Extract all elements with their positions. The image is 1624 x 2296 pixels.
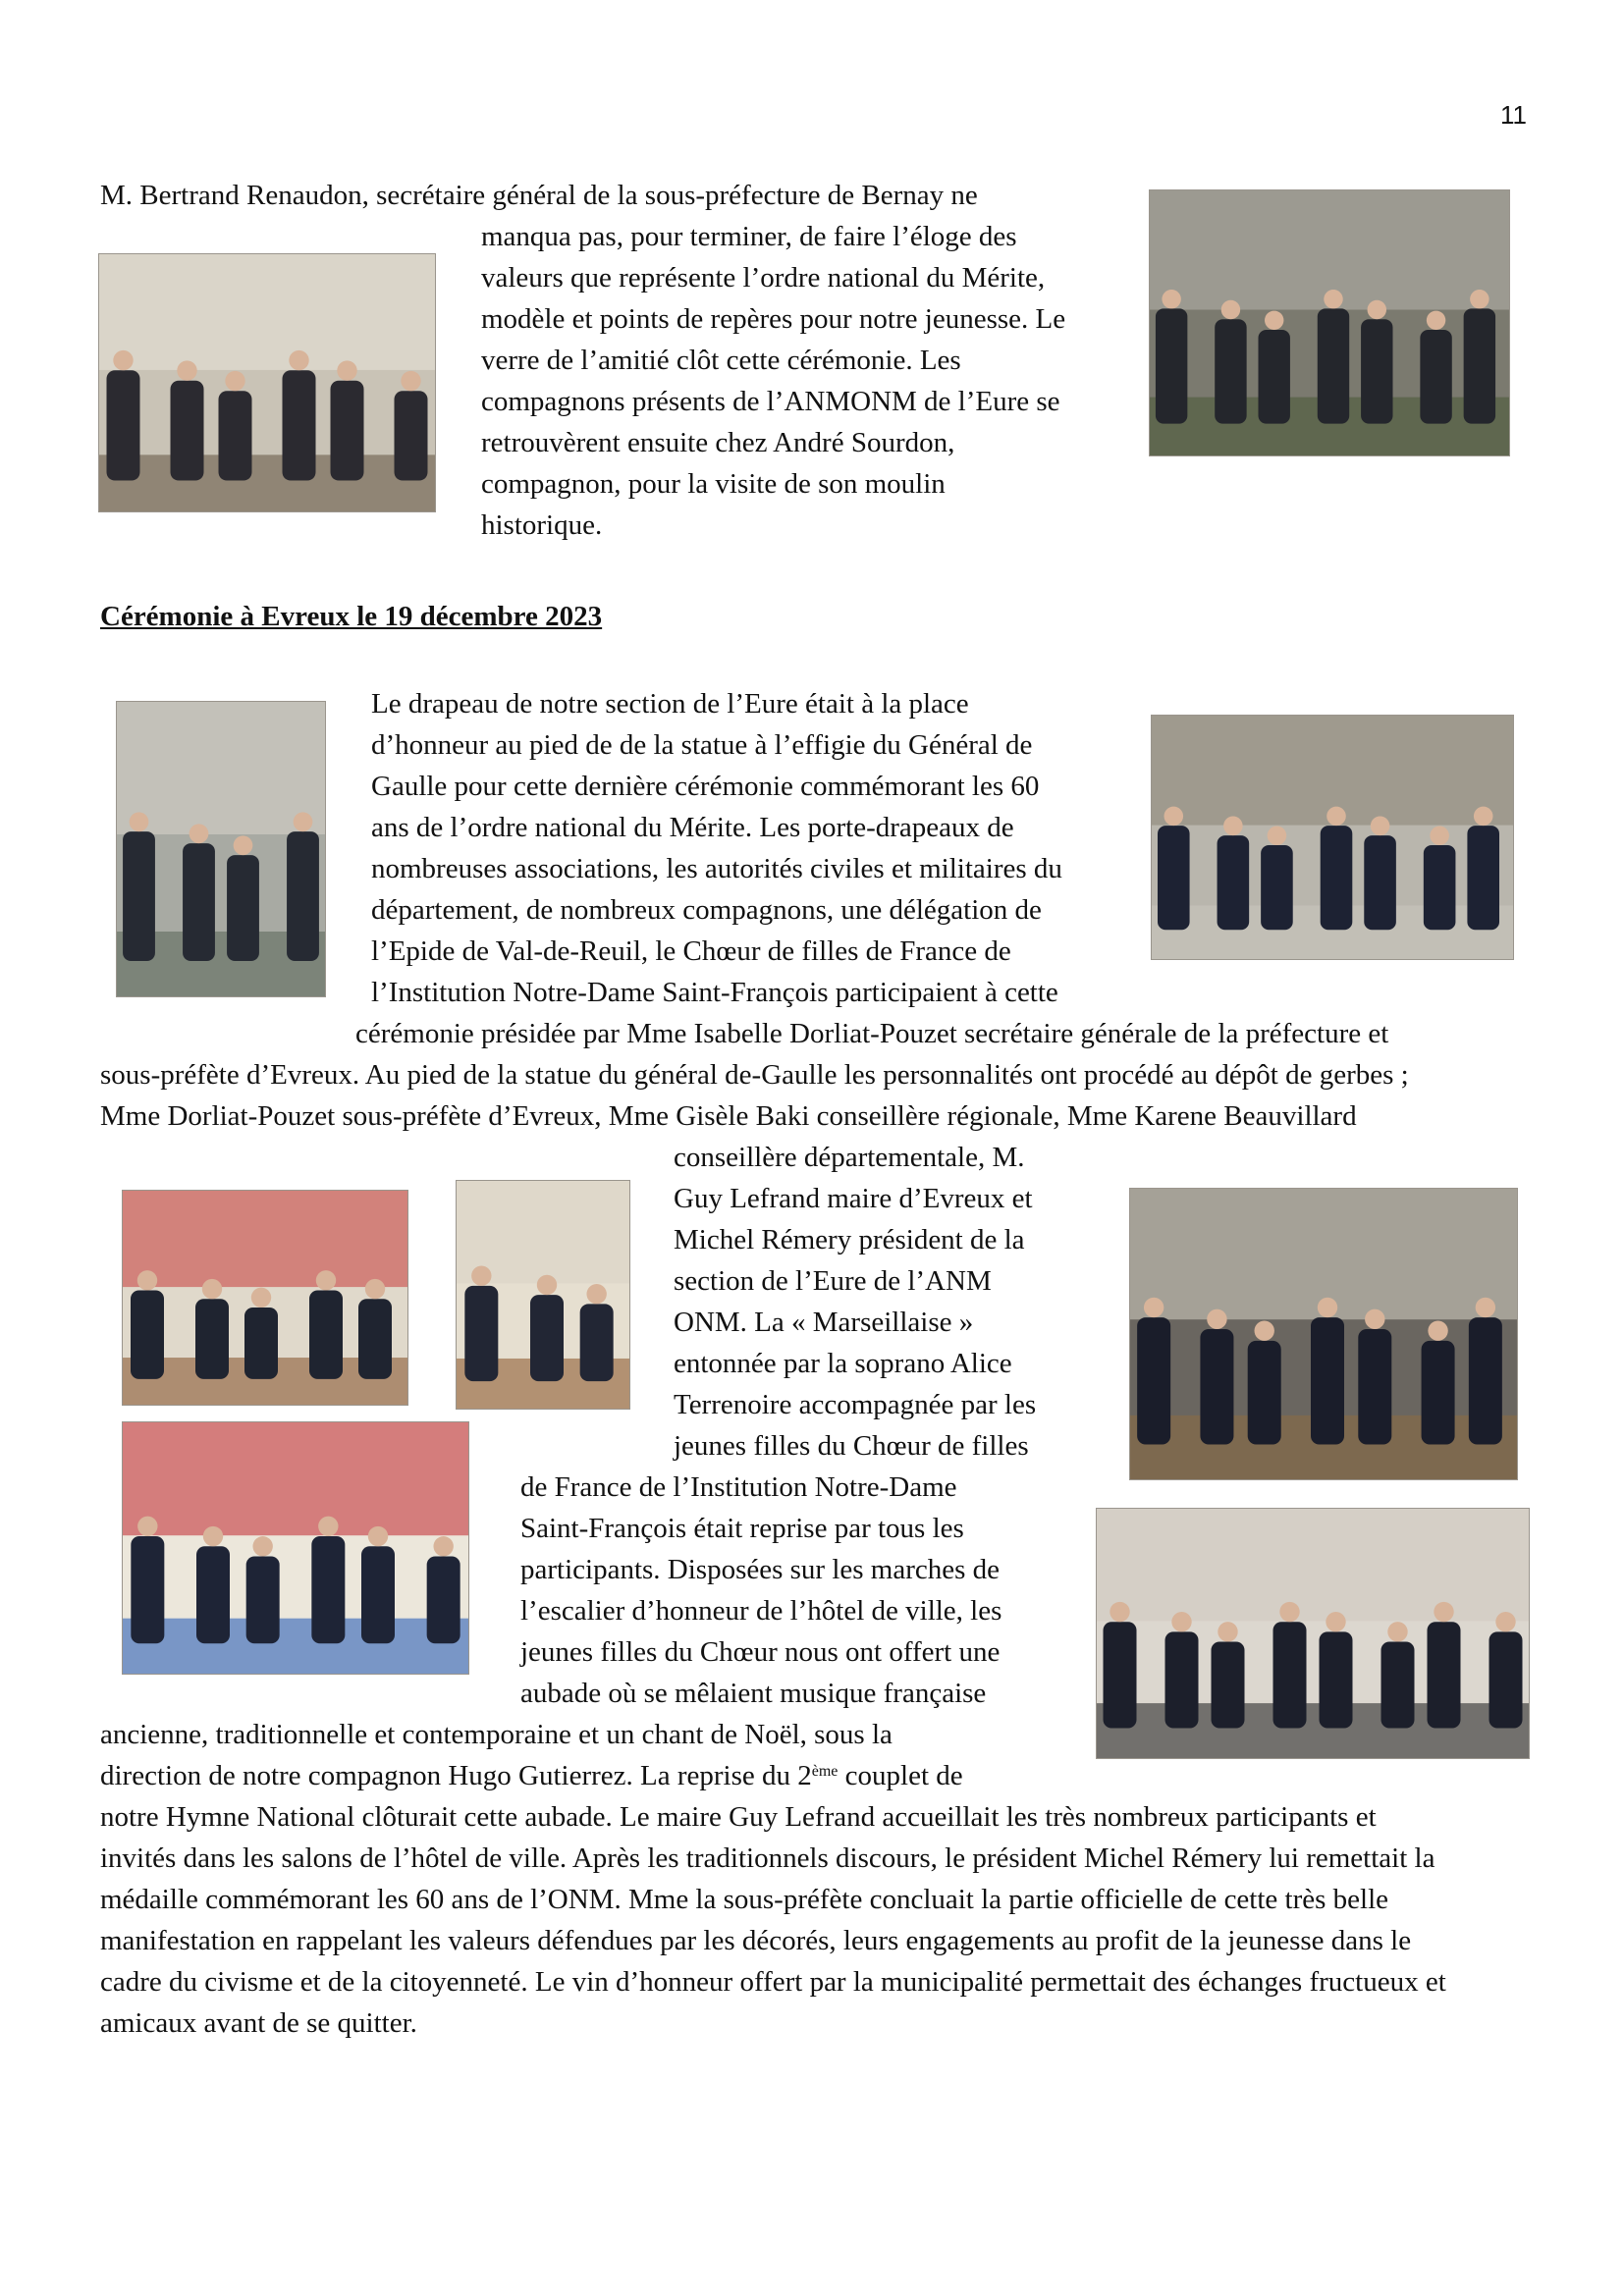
page-number: 11 (1500, 100, 1527, 130)
text-line: Mme Dorliat-Pouzet sous-préfète d’Evreux, Mme Gisèle Baki conseillère régionale, Mme Karene Beauvillard (100, 1100, 1357, 1132)
text-line: verre de l’amitié clôt cette cérémonie. Les (481, 345, 961, 376)
text-line: Le drapeau de notre section de l’Eure était à la place (371, 688, 969, 720)
text-line: Saint-François était reprise par tous les (520, 1513, 964, 1544)
photo-moulin-group (1149, 189, 1510, 456)
text-line: l’escalier d’honneur de l’hôtel de ville, les (520, 1595, 1002, 1627)
section-heading: Cérémonie à Evreux le 19 décembre 2023 (100, 601, 603, 632)
text-line: cadre du civisme et de la citoyenneté. Le vin d’honneur offert par la municipalité permettait des échanges fructueux et (100, 1966, 1446, 1998)
text-line: sous-préfète d’Evreux. Au pied de la statue du général de-Gaulle les personnalités ont procédé au dépôt de gerbes ; (100, 1059, 1409, 1091)
text-segment: couplet de (838, 1760, 963, 1791)
photo-choir-hall (1096, 1508, 1530, 1759)
text-line: Terrenoire accompagnée par les (674, 1389, 1037, 1420)
photo-bernay-speech (98, 253, 436, 512)
text-line: Michel Rémery président de la (674, 1224, 1025, 1255)
photo-flags-square (1151, 715, 1514, 960)
text-line: cérémonie présidée par Mme Isabelle Dorliat-Pouzet secrétaire générale de la préfecture et (355, 1018, 1389, 1049)
superscript: ème (811, 1763, 839, 1780)
text-segment: direction de notre compagnon Hugo Gutierrez. La reprise du 2 (100, 1760, 812, 1791)
photo-president-lectern (456, 1180, 630, 1410)
photo-flag-medal-image (123, 1422, 468, 1674)
text-line: d’honneur au pied de de la statue à l’effigie du Général de (371, 729, 1033, 761)
text-line: historique. (481, 509, 603, 541)
text-line-with-superscript (100, 1755, 963, 1796)
text-line: entonnée par la soprano Alice (674, 1348, 1012, 1379)
text-line: valeurs que représente l’ordre national du Mérite, (481, 262, 1046, 294)
text-line: jeunes filles du Chœur de filles (674, 1430, 1029, 1462)
text-line: département, de nombreux compagnons, une délégation de (371, 894, 1042, 926)
photo-moulin-group-image (1150, 190, 1509, 455)
text-line: manifestation en rappelant les valeurs défendues par les décorés, leurs engagements au profit de la jeunesse dans le (100, 1925, 1412, 1956)
text-line: compagnon, pour la visite de son moulin (481, 468, 946, 500)
text-line: amicaux avant de se quitter. (100, 2007, 417, 2039)
text-line: retrouvèrent ensuite chez André Sourdon, (481, 427, 955, 458)
text-line: notre Hymne National clôturait cette aubade. Le maire Guy Lefrand accueillait les très nombreux participants et (100, 1801, 1377, 1833)
text-line: jeunes filles du Chœur nous ont offert une (520, 1636, 1001, 1668)
photo-statue-officials-image (117, 702, 325, 996)
text-line: Gaulle pour cette dernière cérémonie commémorant les 60 (371, 771, 1040, 802)
text-line: de France de l’Institution Notre-Dame (520, 1471, 957, 1503)
text-line: ans de l’ordre national du Mérite. Les porte-drapeaux de (371, 812, 1014, 843)
text-line: conseillère départementale, M. (674, 1142, 1025, 1173)
text-line: aubade où se mêlaient musique française (520, 1678, 987, 1709)
text-line: section de l’Eure de l’ANM (674, 1265, 992, 1297)
text-line: l’Institution Notre-Dame Saint-François participaient à cette (371, 977, 1058, 1008)
text-line: manqua pas, pour terminer, de faire l’éloge des (481, 221, 1017, 252)
text-line: M. Bertrand Renaudon, secrétaire général de la sous-préfecture de Bernay ne (100, 180, 978, 211)
photo-choir-stairs-image (1130, 1189, 1517, 1479)
text-line: invités dans les salons de l’hôtel de ville. Après les traditionnels discours, le président Michel Rémery lui remettait la (100, 1842, 1435, 1874)
photo-statue-officials (116, 701, 326, 997)
text-line: ancienne, traditionnelle et contemporaine et un chant de Noël, sous la (100, 1719, 893, 1750)
photo-flags-square-image (1152, 716, 1513, 959)
photo-flag-medal (122, 1421, 469, 1675)
photo-bernay-speech-image (99, 254, 435, 511)
text-line: ONM. La « Marseillaise » (674, 1307, 974, 1338)
text-line: l’Epide de Val-de-Reuil, le Chœur de filles de France de (371, 935, 1011, 967)
photo-president-lectern-image (457, 1181, 629, 1409)
text-line: compagnons présents de l’ANMONM de l’Eure se (481, 386, 1060, 417)
text-line: participants. Disposées sur les marches de (520, 1554, 1001, 1585)
photo-choir-hall-image (1097, 1509, 1529, 1758)
photo-choir-stairs (1129, 1188, 1518, 1480)
photo-mayor-speech (122, 1190, 408, 1406)
text-line: médaille commémorant les 60 ans de l’ONM. Mme la sous-préfète concluait la partie officielle de cette très belle (100, 1884, 1389, 1915)
text-line: Guy Lefrand maire d’Evreux et (674, 1183, 1033, 1214)
text-line: modèle et points de repères pour notre jeunesse. Le (481, 303, 1066, 335)
photo-mayor-speech-image (123, 1191, 407, 1405)
text-line: nombreuses associations, les autorités civiles et militaires du (371, 853, 1062, 884)
